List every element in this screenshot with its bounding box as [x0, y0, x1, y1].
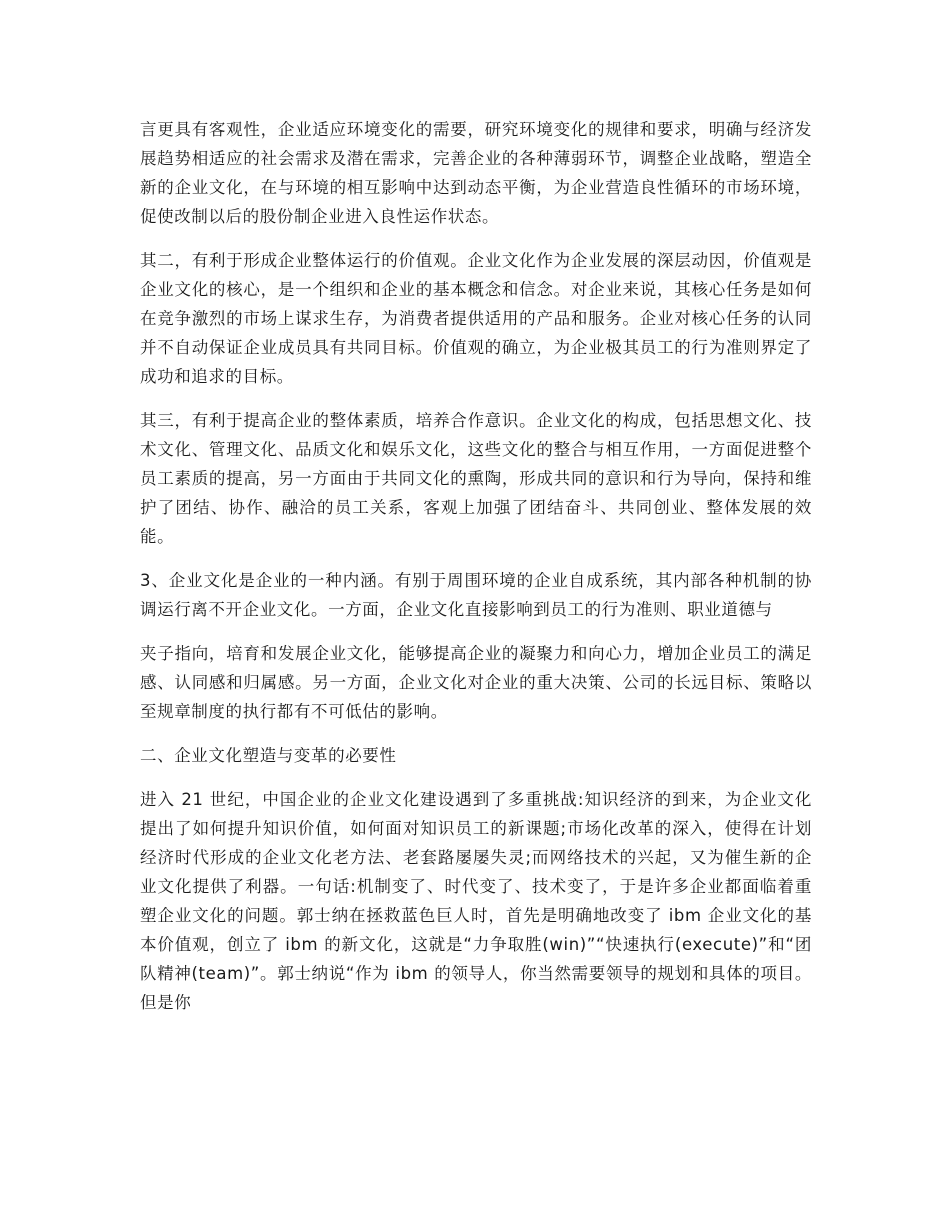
- paragraph-connotation: 3、企业文化是企业的一种内涵。有别于周围环境的企业自成系统，其内部各种机制的协调运行离不开企业文化。一方面，企业文化直接影响到员工的行为准则、职业道德与: [140, 571, 812, 619]
- document-page: [140, 115, 812, 1032]
- paragraph-environment: 言更具有客观性，企业适应环境变化的需要，研究环境变化的规律和要求，明确与经济发展趋势相适应的社会需求及潜在需求，完善企业的各种薄弱环节，调整企业战略，塑造全新的企业文化，在与环境的相互影响中达到动态平衡，为企业营造良性循环的市场环境，促使改制以后的股份制企业进入良性运作状态。: [140, 120, 812, 226]
- paragraph-21st-century: 进入 21 世纪，中国企业的企业文化建设遇到了多重挑战:知识经济的到来，为企业文化提出了如何提升知识价值，如何面对知识员工的新课题;市场化改革的深入，使得在计划经济时代形成的企业文化老方法、老套路屡屡失灵;而网络技术的兴起，又为催生新的企业文化提供了利器。一句话:机制变了、时代变了、技术变了，于是许多企业都面临着重塑企业文化的问题。郭士纳在拯救蓝色巨人时，首先是明确地改变了 ibm 企业文化的基本价值观，创立了 ibm 的新文化，这就是“力争取胜(win)”“快速执行(execute)”和“团队精神(team)”。郭士纳说“作为 ibm 的领导人，你当然需要领导的规划和具体的项目。但是你: [140, 790, 812, 1012]
- section-heading: 二、企业文化塑造与变革的必要性: [140, 746, 397, 765]
- paragraph-quality: 其三，有利于提高企业的整体素质，培养合作意识。企业文化的构成，包括思想文化、技术文化、管理文化、品质文化和娱乐文化，这些文化的整合与相互作用，一方面促进整个员工素质的提高，另一方面由于共同文化的熏陶，形成共同的意识和行为导向，保持和维护了团结、协作、融洽的员工关系，客观上加强了团结奋斗、共同创业、整体发展的效能。: [140, 411, 812, 546]
- paragraph-values: 其二，有利于形成企业整体运行的价值观。企业文化作为企业发展的深层动因，价值观是企业文化的核心，是一个组织和企业的基本概念和信念。对企业来说，其核心任务是如何在竞争激烈的市场上谋求生存，为消费者提供适用的产品和服务。企业对核心任务的认同并不自动保证企业成员具有共同目标。价值观的确立，为企业极其员工的行为准则界定了成功和追求的目标。: [140, 251, 812, 386]
- paragraph-cohesion: 夹子指向，培育和发展企业文化，能够提高企业的凝聚力和向心力，增加企业员工的满足感、认同感和归属感。另一方面，企业文化对企业的重大决策、公司的长远目标、策略以至规章制度的执行都有不可低估的影响。: [140, 644, 812, 721]
